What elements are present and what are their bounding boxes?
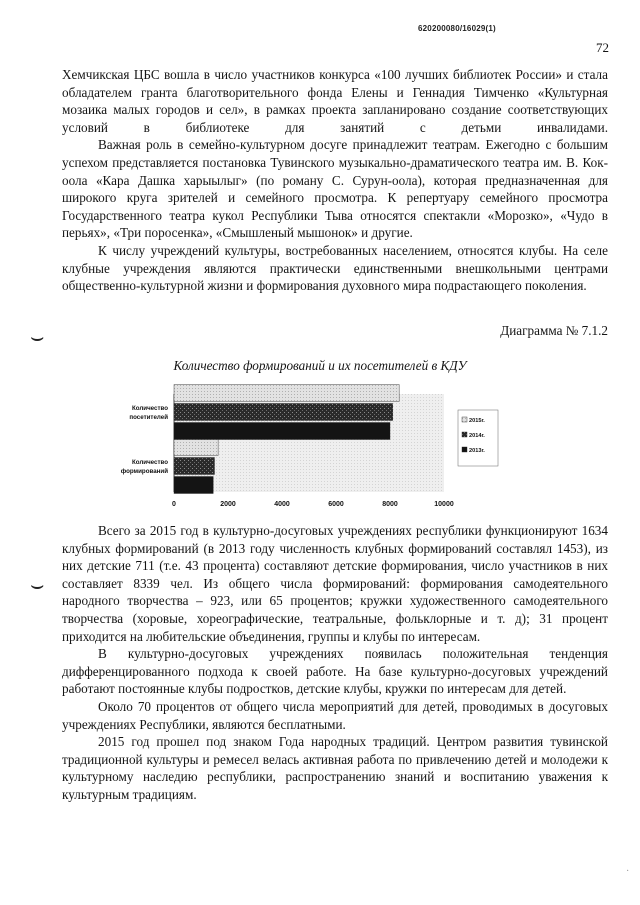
bar-formations-2014 xyxy=(174,458,215,475)
page-number: 72 xyxy=(596,40,609,55)
legend-swatch-2014 xyxy=(462,432,467,437)
legend-swatch-2015 xyxy=(462,417,467,422)
paragraph-clubs: К числу учреждений культуры, востребованных населением, относятся клубы. На селе клубные учреждения являются практически единственными внешкольными центрами общественно-культурной жизни и формирования духовного мира подрастающего поколения. xyxy=(62,242,608,294)
scan-artifact: · xyxy=(626,866,630,877)
x-tick-label: 4000 xyxy=(274,501,290,508)
legend-label: 2014г. xyxy=(469,433,485,439)
x-tick-label: 10000 xyxy=(434,501,454,508)
x-tick-label: 0 xyxy=(172,501,176,508)
bar-visitors-2015 xyxy=(174,385,399,402)
legend-label: 2015г. xyxy=(469,418,485,424)
x-tick-label: 8000 xyxy=(382,501,398,508)
category-label: посетителей xyxy=(129,414,168,421)
scan-margin-mark: ⌣ xyxy=(30,572,45,597)
text-block-top xyxy=(62,66,608,295)
bar-formations-2015 xyxy=(174,439,218,456)
text-block-bottom xyxy=(62,522,608,804)
document-id: 620200080/16029(1) xyxy=(418,24,496,33)
paragraph-free-events: Около 70 процентов от общего числа мероприятий для детей, проводимых в досуговых учреждениях Республики, являются бесплатными. xyxy=(62,698,608,732)
paragraph-library: Хемчикская ЦБС вошла в число участников конкурса «100 лучших библиотек России» и стала обладателем гранта благотворительного фонда Елены и Геннадия Тимченко «Культурная мозаика малых городов и сел», в рамках проекта запланировано создание соответствующих условий в библиотеке для занятий с детьми инвалидами. xyxy=(62,67,608,135)
category-label: Количество xyxy=(131,405,168,412)
category-label: Количество xyxy=(131,459,168,466)
paragraph-traditions: 2015 год прошел под знаком Года народных традиций. Центром развития тувинской традиционной культуры и ремесел велась активная работа по привлечению детей и молодежи к культурному наследию республики, распространению знаний и воспитанию уважения к культурным традициям. xyxy=(62,734,608,802)
paragraph-theatres: Важная роль в семейно-культурном досуге принадлежит театрам. Ежегодно с большим успехом представляется постановка Тувинского музыкально-драматического театра им. В. Кок-оола «Кара Дашка харыылыг» (по роману С. Сурун-оола), которая предназначенная для широкого круга зрителей и семейного просмотра. К репертуару семейного просмотра Государственного театра кукол Республики Тыва относятся спектакли «Морозко», «Чудо в перьях», «Три поросенка», «Смышленый мышонок» и другие. xyxy=(62,137,608,241)
bar-formations-2013 xyxy=(174,477,213,494)
diagram-label: Диаграмма № 7.1.2 xyxy=(500,323,608,338)
category-label: формирований xyxy=(120,468,168,475)
legend-label: 2013г. xyxy=(469,448,485,454)
chart-title: Количество формирований и их посетителей в КДУ xyxy=(173,358,467,373)
chart-figure xyxy=(104,384,504,514)
x-tick-label: 2000 xyxy=(220,501,236,508)
paragraph-tendency: В культурно-досуговых учреждениях появилась положительная тенденция дифференцированного подхода к своей работе. На базе культурно-досуговых учреждений работают постоянные клубы подростков, детские клубы, кружки по интересам для детей. xyxy=(62,646,608,697)
bar-visitors-2013 xyxy=(174,423,390,440)
x-tick-label: 6000 xyxy=(328,501,344,508)
scan-margin-mark: ⌣ xyxy=(30,324,45,349)
legend-swatch-2013 xyxy=(462,447,467,452)
paragraph-formations: Всего за 2015 год в культурно-досуговых учреждениях республики функционируют 1634 клубных формирований (в 2013 году численность клубных формирований составлял 1453), из них детские 711 (т.е. 43 процента) составляют детские формирования, число участников в них составляет 8339 чел. Из общего числа формирований: формирования самодеятельного народного творчества – 923, или 65 процентов; кружки художественного самодеятельного творчества (хоровые, хореографические, театральные, фольклорные и т. д); 31 процент приходится на любительские объединения, группы и клубы по интересам. xyxy=(62,523,608,644)
bar-visitors-2014 xyxy=(174,404,393,421)
